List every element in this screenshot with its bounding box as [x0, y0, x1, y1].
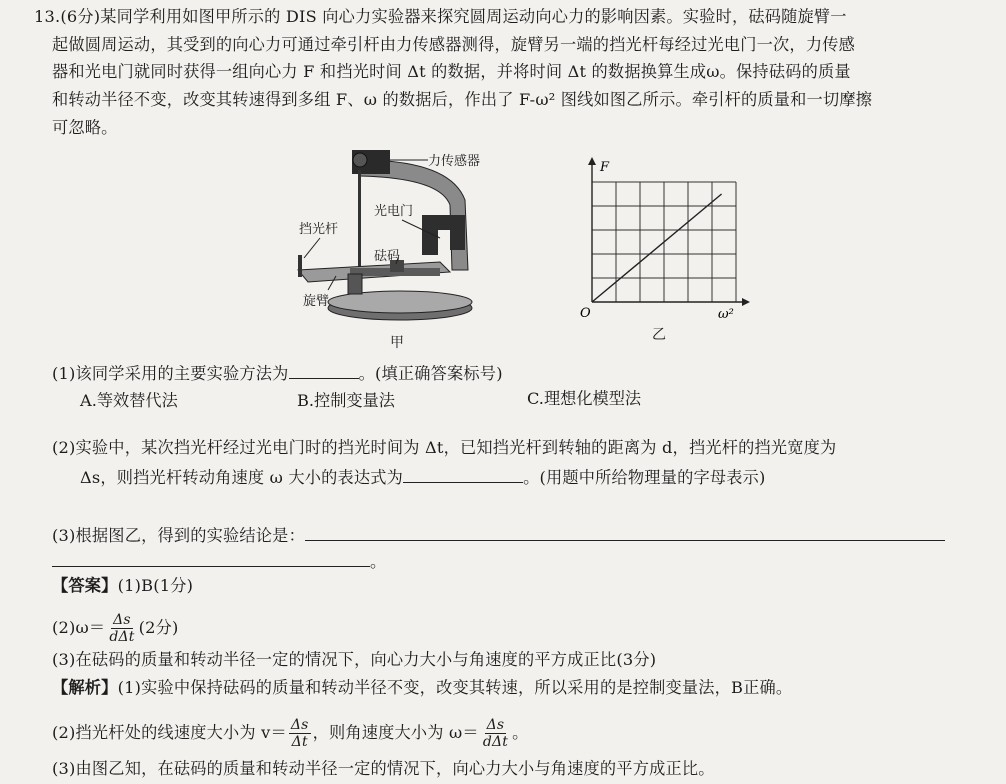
question-line-1: 13.(6分)某同学利用如图甲所示的 DIS 向心力实验器来探究圆周运动向心力的影响因素。实验时，砝码随旋臂一	[34, 7, 847, 26]
label-weight: 砝码	[374, 249, 401, 264]
analysis-fraction-2: $\frac{\Delta s}{\text{dΔt}}$	[482, 717, 509, 750]
label-arm: 旋臂	[303, 294, 330, 309]
origin-label: O	[580, 306, 591, 321]
sub2-line-2: Δs，则挡光杆转动角速度 ω 大小的表达式为 。(用题中所给物理量的字母表示)	[80, 468, 766, 487]
x-axis-label: ω²	[718, 307, 734, 322]
sub3-blank-2[interactable]	[52, 550, 370, 567]
light-rod	[298, 255, 302, 277]
analysis-line-1: 【解析】(1)实验中保持砝码的质量和转动半径不变，改变其转速，所以采用的是控制变量法，B正确。	[52, 678, 793, 697]
sub2-blank[interactable]	[403, 466, 523, 483]
analysis-line-2: (2)挡光杆处的线速度大小为 v＝ $\frac{\Delta s}{\Delta t}$ ，则角速度大小为 ω＝ $\frac{\Delta s}{\text{dΔt}}$ 。	[52, 717, 529, 750]
answer-line-2: (2)ω＝ $\frac{\Delta s}{\text{dΔt}}$ (2分)	[52, 612, 179, 645]
figure-yi-caption: 乙	[652, 327, 666, 343]
question-line-2: 起做圆周运动，其受到的向心力可通过牵引杆由力传感器测得，旋臂另一端的挡光杆每经过光电门一次，力传感	[52, 35, 855, 54]
sub3-line-2: 。	[52, 550, 386, 572]
answer-line-3: (3)在砝码的质量和转动半径一定的情况下，向心力大小与角速度的平方成正比(3分)	[52, 650, 657, 669]
analysis-line-3: (3)由图乙知，在砝码的质量和转动半径一定的情况下，向心力大小与角速度的平方成正比。	[52, 759, 715, 778]
option-b: B.控制变量法	[297, 391, 395, 410]
answer-line-1: 【答案】(1)B(1分)	[52, 576, 194, 595]
sub1-line: (1)该同学采用的主要实验方法为 。(填正确答案标号)	[52, 364, 503, 383]
sub2-line-1: (2)实验中，某次挡光杆经过光电门时的挡光时间为 Δt，已知挡光杆到转轴的距离为 d，挡光杆的挡光宽度为	[52, 438, 837, 457]
photogate	[422, 215, 465, 255]
question-line-3: 器和光电门就同时获得一组向心力 F 和挡光时间 Δt 的数据，并将时间 Δt 的数据换算生成ω。保持砝码的质量	[52, 62, 851, 81]
figure-jia-caption: 甲	[390, 335, 404, 351]
label-force-sensor: 力传感器	[428, 154, 481, 169]
y-axis-label: F	[600, 160, 610, 175]
label-photogate: 光电门	[374, 204, 414, 219]
label-light-rod: 挡光杆	[299, 222, 339, 237]
f-omega-graph	[570, 155, 770, 330]
apparatus-figure	[290, 140, 510, 340]
sub3-blank-1[interactable]	[305, 524, 945, 541]
question-line-5: 可忽略。	[52, 118, 118, 137]
analysis-fraction-1: $\frac{\Delta s}{\Delta t}$	[290, 717, 309, 750]
sub1-blank[interactable]	[289, 362, 359, 379]
answer-fraction: $\frac{\Delta s}{\text{dΔt}}$	[109, 612, 135, 645]
option-c: C.理想化模型法	[527, 389, 642, 408]
sub3-line: (3)根据图乙，得到的实验结论是：	[52, 524, 945, 546]
data-line	[592, 194, 722, 302]
question-line-4: 和转动半径不变，改变其转速得到多组 F、ω 的数据后，作出了 F-ω² 图线如图乙所示。牵引杆的质量和一切摩擦	[52, 90, 873, 109]
option-a: A.等效替代法	[80, 391, 178, 410]
